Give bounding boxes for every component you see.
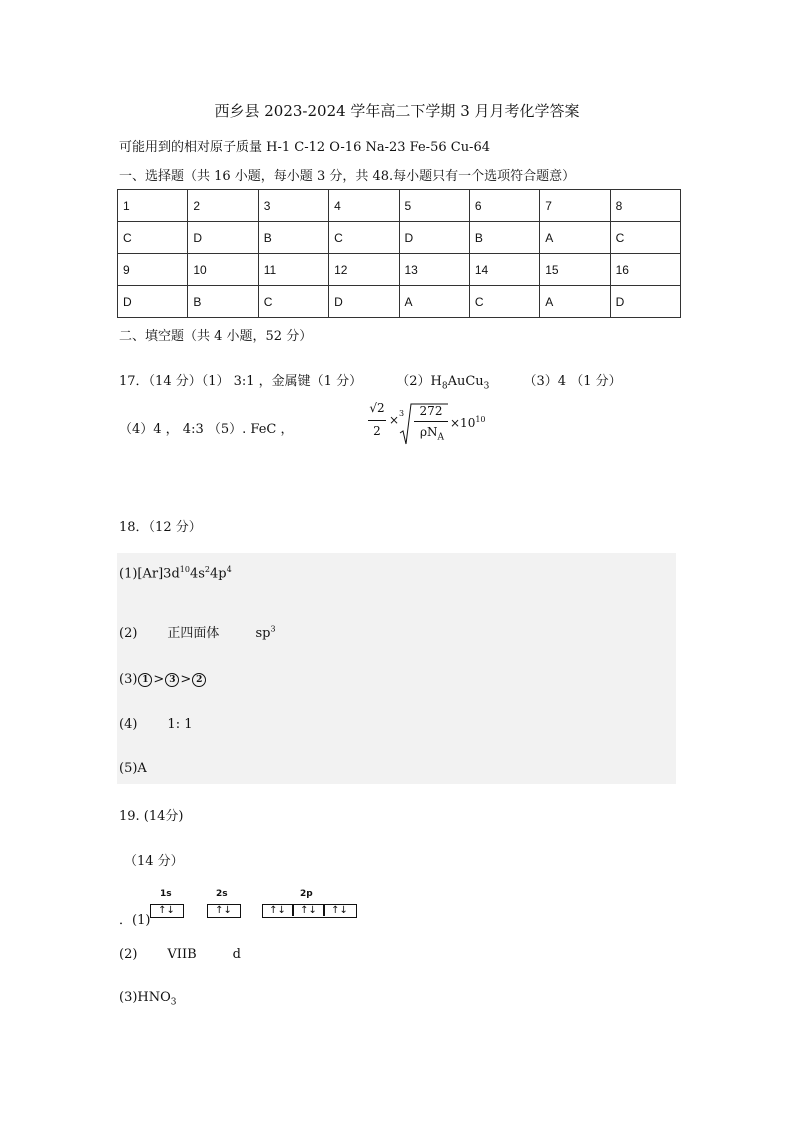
q19-answer2: (2) VIIB d: [119, 947, 241, 962]
table-cell: B: [469, 222, 539, 254]
q17-part1: 17．（14 分）（1） 3:1 ，金属键（1 分）: [119, 374, 363, 389]
table-cell: 2: [188, 190, 258, 222]
table-cell: 7: [540, 190, 610, 222]
table-cell: 1: [118, 190, 188, 222]
table-cell: C: [469, 286, 539, 318]
table-cell: D: [329, 286, 399, 318]
formula-root-num: 272: [419, 404, 443, 418]
q18-heading: 18．（12 分）: [119, 520, 202, 535]
table-cell: C: [258, 286, 328, 318]
table-row: [118, 286, 681, 318]
q18-answer1: $(1)[Ar]3d^{10}4s^24p^4$: [119, 565, 232, 582]
table-row: [118, 190, 681, 222]
formula-power: $\times 10^{10}$: [450, 415, 486, 430]
q17-line1: [119, 370, 622, 392]
table-cell: 11: [258, 254, 328, 286]
table-cell: A: [540, 222, 610, 254]
q18-answer4: (4) 1: 1: [119, 717, 193, 732]
table-cell: D: [118, 286, 188, 318]
section1-heading: 一、选择题（共 16 小题，每小题 3 分，共 48.每小题只有一个选项符合题意）: [119, 169, 576, 184]
orbital-label-2s: 2s: [216, 889, 228, 899]
q19-heading: 19. (14分): [119, 809, 184, 824]
formula-root-bar: [414, 421, 448, 422]
formula-frac-bar: [368, 420, 386, 421]
q17-part2: $(2)H_8AuCu_3$: [396, 374, 490, 392]
q18-answer2: (2) 正四面体 $sp^3$: [119, 624, 276, 641]
q18-answer5: (5)A: [119, 761, 147, 776]
formula-times: ×: [389, 413, 400, 427]
orbital-box-2p: ↑↓ ↑↓ ↑↓: [262, 904, 357, 918]
table-cell: 15: [540, 254, 610, 286]
atomic-masses: 可能用到的相对原子质量 H-1 C-12 O-16 Na-23 Fe-56 Cu-64: [119, 140, 490, 155]
formula-frac-num: √2: [369, 401, 385, 415]
q18-answer3: (3) 1 > 3 > 2: [119, 672, 207, 687]
table-cell: B: [258, 222, 328, 254]
table-cell: 14: [469, 254, 539, 286]
table-cell: 4: [329, 190, 399, 222]
section2-heading: 二、填空题（共 4 小题，52 分）: [119, 329, 313, 344]
table-cell: D: [188, 222, 258, 254]
table-cell: A: [399, 286, 469, 318]
table-cell: 8: [610, 190, 680, 222]
table-row: [118, 254, 681, 286]
table-cell: B: [188, 286, 258, 318]
page-title: 西乡县 2023-2024 学年高二下学期 3 月月考化学答案: [214, 102, 580, 120]
orbital-label-1s: 1s: [160, 889, 172, 899]
table-cell: 16: [610, 254, 680, 286]
answer-table: [117, 189, 681, 318]
formula-frac-den: 2: [373, 424, 381, 438]
table-cell: C: [610, 222, 680, 254]
table-cell: C: [329, 222, 399, 254]
q19-answer3: $(3)HNO_3$: [119, 990, 177, 1008]
table-cell: C: [118, 222, 188, 254]
table-cell: 3: [258, 190, 328, 222]
q17-part3: （3）4 （1 分）: [523, 374, 622, 389]
table-cell: 5: [399, 190, 469, 222]
table-cell: 6: [469, 190, 539, 222]
formula-root-index: 3: [399, 409, 405, 418]
q19-answer1-prefix: ．(1): [119, 913, 151, 928]
table-cell: A: [540, 286, 610, 318]
table-cell: 9: [118, 254, 188, 286]
orbital-box-2s: ↑↓: [207, 904, 241, 918]
table-cell: D: [399, 222, 469, 254]
table-cell: 13: [399, 254, 469, 286]
orbital-label-2p: 2p: [300, 889, 313, 899]
table-cell: 10: [188, 254, 258, 286]
orbital-box-1s: ↑↓: [150, 904, 184, 918]
formula-root-den: $\rho N_A$: [419, 425, 445, 443]
table-cell: D: [610, 286, 680, 318]
q19-subheading: （14 分）: [124, 854, 184, 869]
table-cell: 12: [329, 254, 399, 286]
q17-line2: （4）4 ， 4:3 （5）. FeC ，: [119, 422, 294, 437]
q18-shaded-block: [117, 553, 676, 784]
table-row: [118, 222, 681, 254]
